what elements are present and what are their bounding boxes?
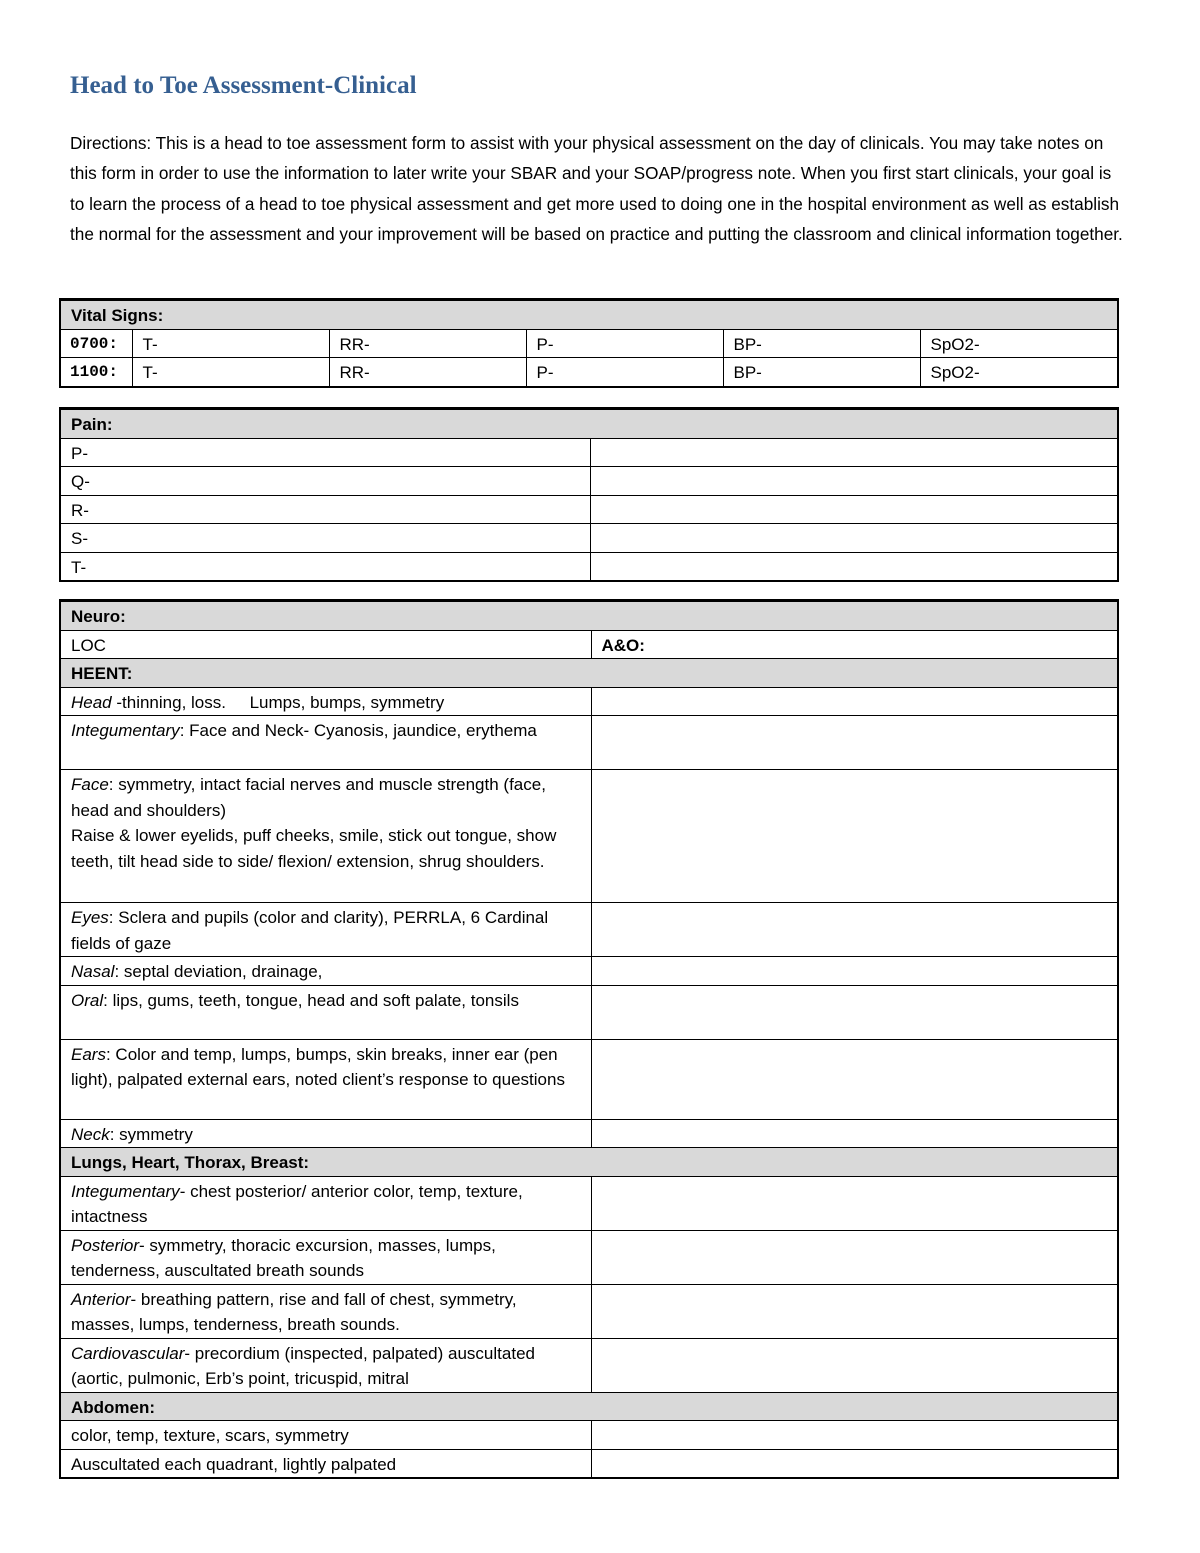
pain-notes-field[interactable]	[590, 552, 1118, 581]
orientation-field[interactable]: A&O:	[591, 630, 1118, 659]
vital-pulse-field[interactable]: P-	[526, 329, 723, 358]
item-text: - chest posterior/ anterior color, temp, texture, intactness	[71, 1181, 523, 1226]
item-text: : lips, gums, teeth, tongue, head and soft palate, tonsils	[103, 990, 519, 1010]
item-text: : Color and temp, lumps, bumps, skin breaks, inner ear (pen light), palpated external ears, noted client’s response to questions	[71, 1044, 565, 1089]
vital-row-1100	[60, 358, 1118, 387]
item-text: : Face and Neck- Cyanosis, jaundice, erythema	[179, 721, 537, 740]
assessment-table	[59, 599, 1119, 1479]
pain-notes-field[interactable]	[590, 524, 1118, 553]
item-text: : symmetry	[109, 1124, 193, 1144]
heent-row-eyes	[60, 903, 1118, 957]
lungs-row-posterior	[60, 1230, 1118, 1284]
item-label: Anterior	[71, 1289, 131, 1309]
item-text: - breathing pattern, rise and fall of chest, symmetry, masses, lumps, tenderness, breath sounds.	[71, 1289, 517, 1334]
vital-bp-field[interactable]: BP-	[723, 358, 920, 387]
pain-header: Pain:	[60, 409, 1118, 439]
item-label: Integumentary	[71, 721, 180, 740]
abdomen-row	[60, 1421, 1118, 1450]
heent-row-head	[60, 687, 1118, 716]
heent-row-ears	[60, 1039, 1118, 1119]
item-label: Ears	[71, 1044, 106, 1064]
loc-field[interactable]: LOC	[60, 630, 591, 659]
neuro-row	[60, 630, 1118, 659]
item-text: : symmetry, intact facial nerves and muscle strength (face, head and shoulders)	[71, 775, 546, 820]
pain-label: P-	[60, 438, 590, 467]
heent-header: HEENT:	[60, 659, 1118, 688]
pain-label: S-	[60, 524, 590, 553]
vital-temp-field[interactable]: T-	[132, 358, 329, 387]
heent-row-face	[60, 770, 1118, 903]
vital-signs-table	[59, 298, 1119, 388]
page-title: Head to Toe Assessment-Clinical	[70, 72, 417, 99]
item-text: : septal deviation, drainage,	[114, 962, 323, 981]
abdomen-header: Abdomen:	[60, 1392, 1118, 1421]
pain-row	[60, 524, 1118, 553]
pain-row	[60, 495, 1118, 524]
heent-row-neck	[60, 1119, 1118, 1148]
vital-row-0700	[60, 329, 1118, 358]
pain-notes-field[interactable]	[590, 495, 1118, 524]
item-text-2: Raise & lower eyelids, puff cheeks, smile, stick out tongue, show teeth, tilt head side to side/ flexion/ extension, shrug shoulders.	[71, 826, 557, 871]
item-label: Posterior	[71, 1235, 140, 1255]
item-label: Cardiovascular	[71, 1343, 185, 1363]
pain-label: T-	[60, 552, 590, 581]
heent-row-nasal	[60, 957, 1118, 986]
pain-row	[60, 552, 1118, 581]
notes-field[interactable]	[591, 1176, 1118, 1230]
neuro-header: Neuro:	[60, 601, 1118, 631]
item-text: - symmetry, thoracic excursion, masses, lumps, tenderness, auscultated breath sounds	[71, 1235, 496, 1280]
vital-spo2-field[interactable]: SpO2-	[920, 329, 1118, 358]
notes-field[interactable]	[591, 1449, 1118, 1478]
notes-field[interactable]	[591, 985, 1118, 1039]
abdomen-item: Auscultated each quadrant, lightly palpated	[60, 1449, 591, 1478]
vital-spo2-field[interactable]: SpO2-	[920, 358, 1118, 387]
pain-row	[60, 467, 1118, 496]
directions-paragraph: Directions: This is a head to toe assessment form to assist with your physical assessment on the day of clinicals. You may take notes on this form in order to use the information to later write your SBAR and your SOAP/progress note. When you first start clinicals, your goal is to learn the process of a head to toe physical assessment and get more used to doing one in the hospital environment as well as establish the normal for the assessment and your improvement will be based on practice and putting the classroom and clinical information together.	[70, 133, 1123, 244]
notes-field[interactable]	[591, 687, 1118, 716]
notes-field[interactable]	[591, 1284, 1118, 1338]
lungs-row-anterior	[60, 1284, 1118, 1338]
item-text: - precordium (inspected, palpated) auscultated (aortic, pulmonic, Erb’s point, tricuspid, mitral	[71, 1343, 535, 1388]
item-label: Integumentary	[71, 1181, 180, 1201]
heent-row-oral	[60, 985, 1118, 1039]
notes-field[interactable]	[591, 770, 1118, 903]
item-label: Eyes	[71, 908, 109, 927]
pain-notes-field[interactable]	[590, 438, 1118, 467]
item-label: Face	[71, 775, 109, 794]
vital-pulse-field[interactable]: P-	[526, 358, 723, 387]
vital-rr-field[interactable]: RR-	[329, 329, 526, 358]
item-text: : Sclera and pupils (color and clarity), PERRLA, 6 Cardinal fields of gaze	[71, 908, 549, 953]
notes-field[interactable]	[591, 957, 1118, 986]
notes-field[interactable]	[591, 716, 1118, 770]
abdomen-row	[60, 1449, 1118, 1478]
item-text: -thinning, loss. Lumps, bumps, symmetry	[111, 692, 445, 712]
notes-field[interactable]	[591, 1119, 1118, 1148]
pain-label: R-	[60, 495, 590, 524]
lungs-row-integumentary	[60, 1176, 1118, 1230]
notes-field[interactable]	[591, 1230, 1118, 1284]
vital-rr-field[interactable]: RR-	[329, 358, 526, 387]
vital-time: 1100:	[60, 358, 132, 387]
lungs-row-cardiovascular	[60, 1338, 1118, 1392]
vital-temp-field[interactable]: T-	[132, 329, 329, 358]
abdomen-item: color, temp, texture, scars, symmetry	[60, 1421, 591, 1450]
notes-field[interactable]	[591, 1421, 1118, 1450]
vital-time: 0700:	[60, 329, 132, 358]
notes-field[interactable]	[591, 1338, 1118, 1392]
item-label: Oral	[71, 990, 104, 1010]
notes-field[interactable]	[591, 1039, 1118, 1119]
pain-notes-field[interactable]	[590, 467, 1118, 496]
pain-row	[60, 438, 1118, 467]
lungs-header: Lungs, Heart, Thorax, Breast:	[60, 1148, 1118, 1177]
vital-bp-field[interactable]: BP-	[723, 329, 920, 358]
pain-table	[59, 407, 1119, 582]
item-label: Neck	[71, 1124, 110, 1144]
notes-field[interactable]	[591, 903, 1118, 957]
item-label: Head	[71, 692, 112, 712]
item-label: Nasal	[71, 962, 115, 981]
vital-signs-header: Vital Signs:	[60, 300, 1118, 330]
heent-row-integumentary	[60, 716, 1118, 770]
pain-label: Q-	[60, 467, 590, 496]
